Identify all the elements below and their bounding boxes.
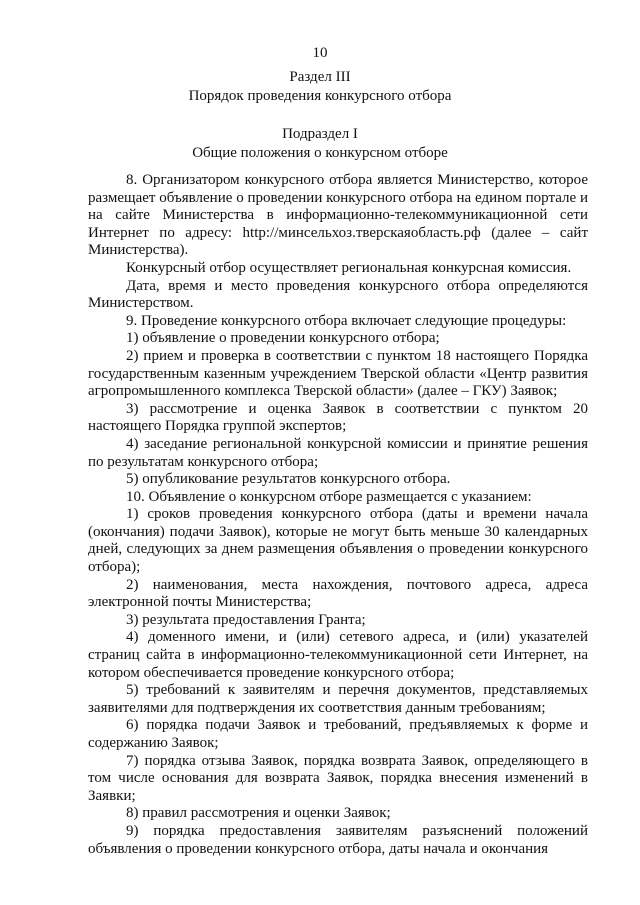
paragraph: 8) правил рассмотрения и оценки Заявок; <box>126 805 391 822</box>
paragraph: 1) сроков проведения конкурсного отбора (даты и времени начала (окончания) подачи Заявок), которые не могут быть меньше 30 календарных дней, следующих за днем размещения объявления о проведении конкурсного отбора); <box>88 506 588 576</box>
subsection-label: Подраздел I <box>282 126 358 142</box>
paragraph: 2) прием и проверка в соответствии с пунктом 18 настоящего Порядка государственным казенным учреждением Тверской области «Центр развития агропромышленного комплекса Тверской области» (далее – ГКУ) Заявок; <box>88 347 588 400</box>
section-title: Порядок проведения конкурсного отбора <box>188 88 452 104</box>
paragraph: 7) порядка отзыва Заявок, порядка возврата Заявок, определяющего в том числе основания для возврата Заявок, порядка внесения изменений в Заявки; <box>88 752 588 804</box>
paragraph: 9. Проведение конкурсного отбора включает следующие процедуры: <box>126 312 567 329</box>
paragraph: 4) заседание региональной конкурсной комиссии и принятие решения по результатам конкурсного отбора; <box>88 435 588 470</box>
paragraph: 3) рассмотрение и оценка Заявок в соответствии с пунктом 20 настоящего Порядка группой экспертов; <box>88 400 588 435</box>
paragraph: 4) доменного имени, и (или) сетевого адреса, и (или) указателей страниц сайта в информационно-телекоммуникационной сети Интернет, на котором обеспечивается проведение конкурсного отбора; <box>88 629 588 681</box>
paragraph: 1) объявление о проведении конкурсного отбора; <box>126 330 440 347</box>
paragraph: 3) результата предоставления Гранта; <box>126 611 366 628</box>
subsection-title: Общие положения о конкурсном отборе <box>192 145 448 161</box>
paragraph: 2) наименования, места нахождения, почтового адреса, адреса электронной почты Министерства; <box>88 576 588 611</box>
paragraph: Конкурсный отбор осуществляет региональная конкурсная комиссия. <box>126 259 572 276</box>
paragraph: Дата, время и место проведения конкурсного отбора определяются Министерством. <box>88 277 588 312</box>
section-headings <box>0 68 640 163</box>
body-text <box>88 172 588 858</box>
paragraph: 5) требований к заявителям и перечня документов, представляемых заявителями для подтверждения их соответствия данным требованиям; <box>88 682 588 716</box>
paragraph: 10. Объявление о конкурсном отборе размещается с указанием: <box>126 488 532 505</box>
page-number: 10 <box>312 45 328 61</box>
paragraph: 9) порядка предоставления заявителям разъяснений положений объявления о проведении конкурсного отбора, даты начала и окончания <box>88 822 588 857</box>
section-label: Раздел III <box>289 69 351 85</box>
paragraph: 6) порядка подачи Заявок и требований, предъявляемых к форме и содержанию Заявок; <box>88 717 588 751</box>
paragraph: 8. Организатором конкурсного отбора является Министерство, которое размещает объявление о проведении конкурсного отбора на едином портале и на сайте Министерства в информационно-телекоммуникационной сети Интернет по адресу: http://минсельхоз.тверскаяобласть.рф (далее – сайт Министерства). <box>88 172 588 259</box>
paragraph: 5) опубликование результатов конкурсного отбора. <box>126 471 451 488</box>
